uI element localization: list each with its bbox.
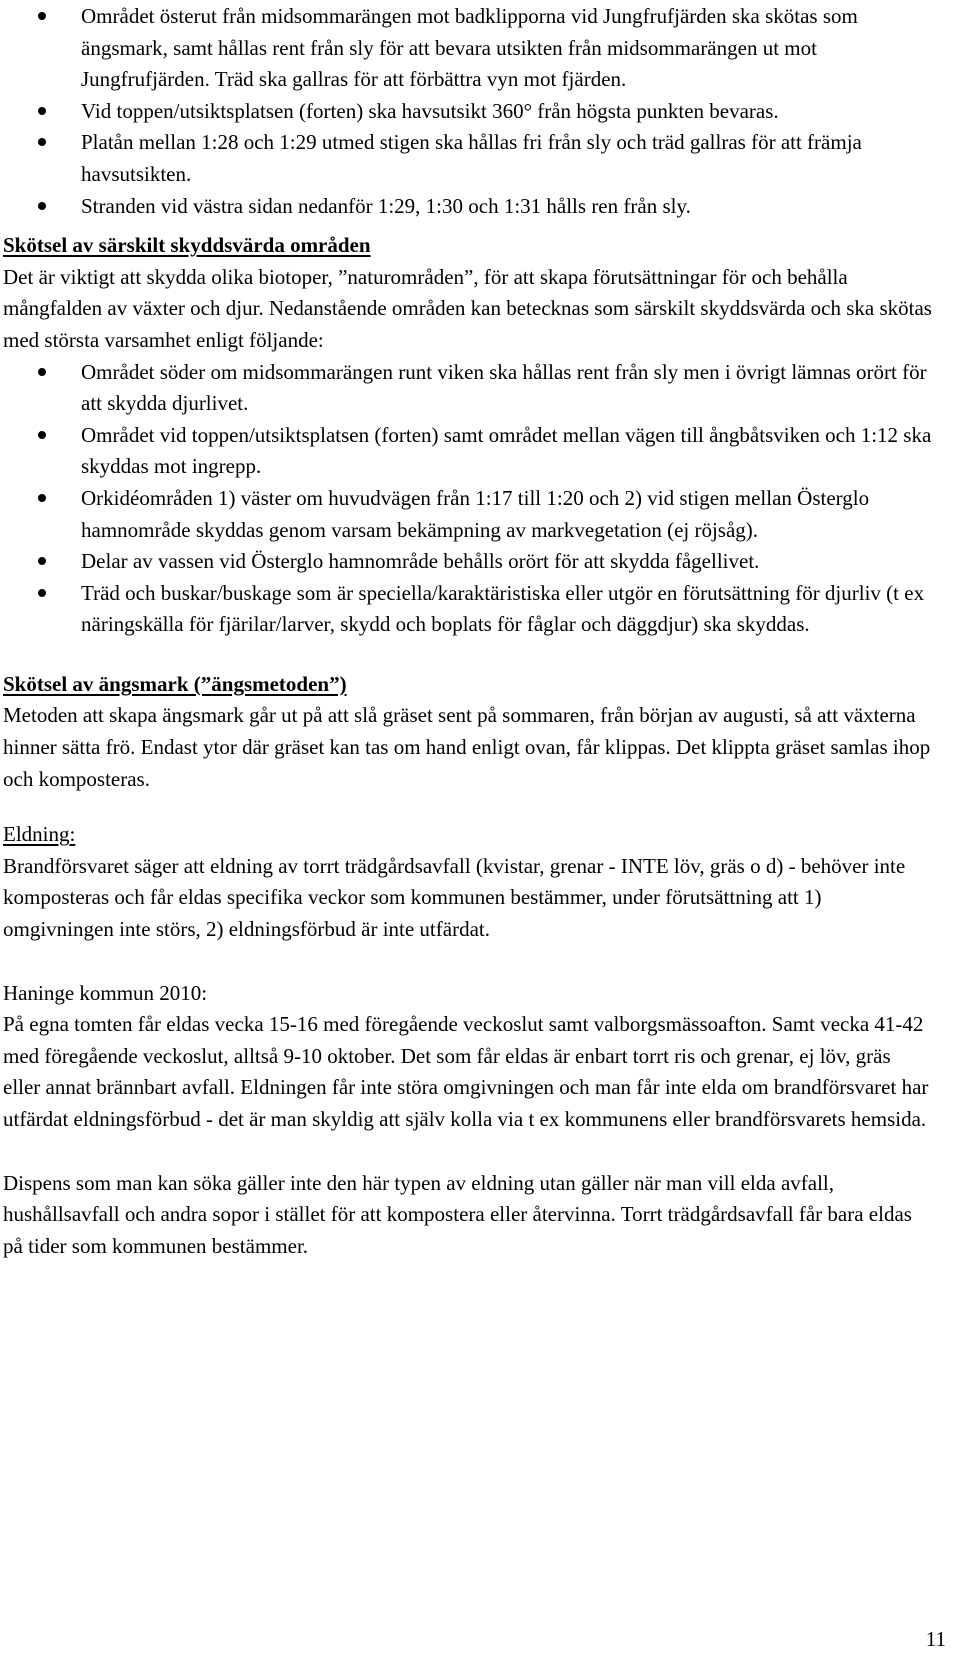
top-bullet-list: [3, 1, 933, 222]
haninge-body: På egna tomten får eldas vecka 15-16 med föregående veckoslut samt valborgsmässoafton. Samt vecka 41-42 med föregående veckoslut, alltså 9-10 oktober. Det som får eldas är enbart torrt ris och grenar, ej löv, gräs eller annat brännbart avfall. Eldningen får inte störa omgivningen och man får inte elda om brandförsvaret har utfärdat eldningsförbud - det är man skyldig att själv kolla via t ex kommunens eller brandförsvarets hemsida.: [3, 1012, 929, 1131]
protected-areas-list: [3, 357, 933, 641]
meadow-body: Metoden att skapa ängsmark går ut på att slå gräset sent på sommaren, från början av augusti, så att växterna hinner sätta frö. Endast ytor där gräset kan tas om hand enligt ovan, får klippas. Det klippta gräset samlas ihop och komposteras.: [3, 703, 931, 791]
list-item: Delar av vassen vid Österglo hamnområde behålls orört för att skydda fågellivet.: [3, 546, 933, 578]
protected-areas-intro: Det är viktigt att skydda olika biotoper, ”naturområden”, för att skapa förutsättningar för och behålla mångfalden av växter och djur. Nedanstående områden kan betecknas som särskilt skyddsvärda och ska skötas med största varsamhet enligt följande:: [3, 264, 932, 352]
list-item: Vid toppen/utsiktsplatsen (forten) ska havsutsikt 360° från högsta punkten bevaras.: [3, 96, 933, 128]
list-item: Platån mellan 1:28 och 1:29 utmed stigen ska hållas fri från sly och träd gallras för att främja havsutsikten.: [3, 127, 933, 190]
page-number: 11: [925, 1627, 946, 1651]
list-item: Träd och buskar/buskage som är speciella/karaktäristiska eller utgör en förutsättning för djurliv (t ex näringskälla för fjärilar/larver, skydd och boplats för fåglar och däggdjur) ska skyddas.: [3, 578, 933, 641]
burning-body: Brandförsvaret säger att eldning av torrt trädgårdsavfall (kvistar, grenar - INTE löv, gräs o d) - behöver inte komposteras och får eldas specifika veckor som kommunen bestämmer, under förutsättning att 1) omgivningen inte störs, 2) eldningsförbud är inte utfärdat.: [3, 853, 906, 942]
haninge-label: Haninge kommun 2010:: [3, 980, 208, 1005]
list-item: Orkidéområden 1) väster om huvudvägen från 1:17 till 1:20 och 2) vid stigen mellan Österglo hamnområde skyddas genom varsam bekämpning av markvegetation (ej röjsåg).: [3, 483, 933, 546]
list-item: Området vid toppen/utsiktsplatsen (forten) samt området mellan vägen till ångbåtsviken och 1:12 ska skyddas mot ingrepp.: [3, 420, 933, 483]
protected-areas-heading: Skötsel av särskilt skyddsvärda områden: [3, 233, 371, 258]
list-item: Stranden vid västra sidan nedanför 1:29, 1:30 och 1:31 hålls ren från sly.: [3, 191, 933, 223]
list-item: Området österut från midsommarängen mot badklipporna vid Jungfrufjärden ska skötas som ängsmark, samt hållas rent från sly för att bevara utsikten från midsommarängen ut mot Jungfrufjärden. Träd ska gallras för att förbättra vyn mot fjärden.: [3, 1, 933, 96]
list-item: Området söder om midsommarängen runt viken ska hållas rent från sly men i övrigt lämnas orört för att skydda djurlivet.: [3, 357, 933, 420]
burning-label: Eldning:: [3, 822, 76, 847]
meadow-heading: Skötsel av ängsmark (”ängsmetoden”): [3, 671, 347, 696]
document-page: [3, 1, 933, 1262]
dispens-body: Dispens som man kan söka gäller inte den här typen av eldning utan gäller när man vill elda avfall, hushållsavfall och andra sopor i stället för att kompostera eller återvinna. Torrt trädgårdsavfall får bara eldas på tider som kommunen bestämmer.: [3, 1170, 912, 1258]
